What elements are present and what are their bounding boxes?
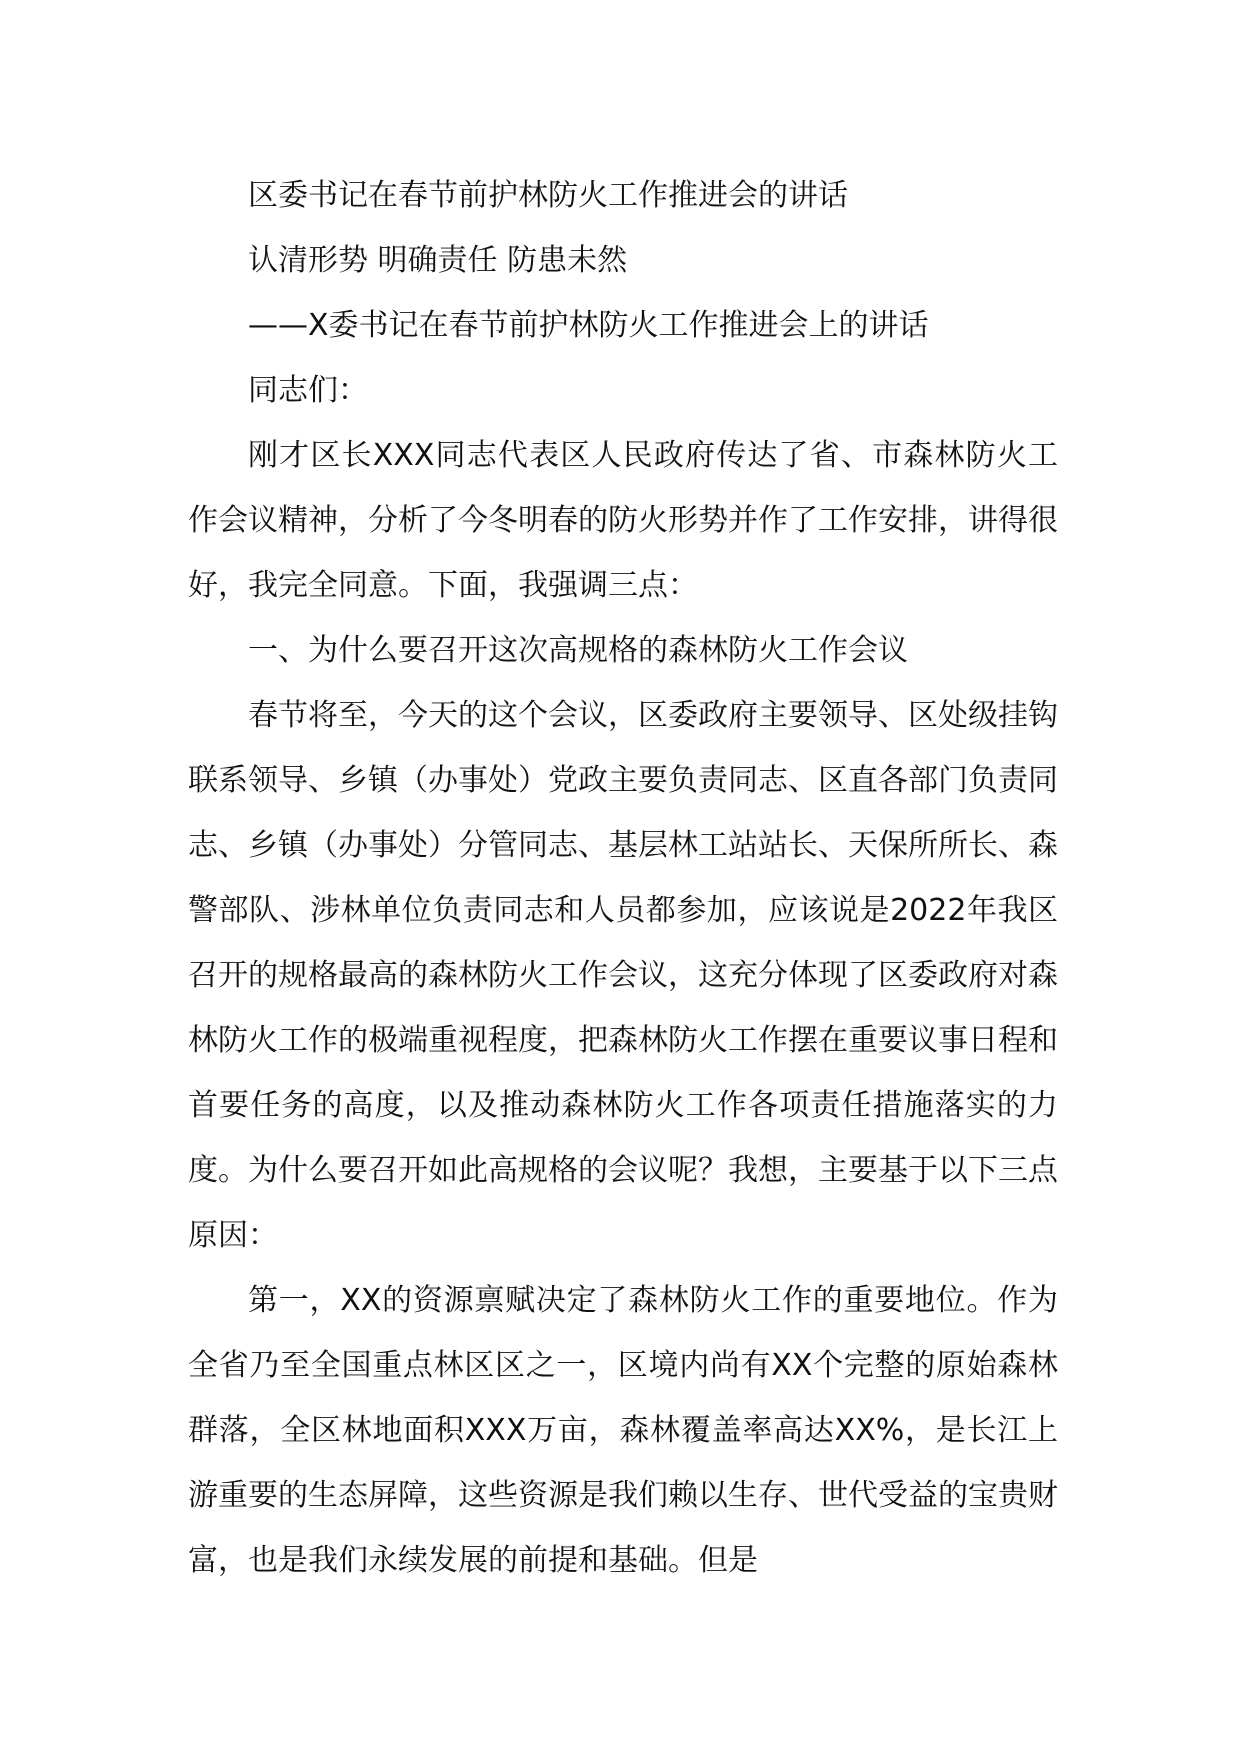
document-byline: ——X委书记在春节前护林防火工作推进会上的讲话 (248, 308, 929, 343)
body-paragraph: 刚才区长XXX同志代表区人民政府传达了省、市森林防火工作会议精神，分析了今冬明春的防火形势并作了工作安排，讲得很好，我完全同意。下面，我强调三点： (188, 438, 1058, 603)
section-heading: 一、为什么要召开这次高规格的森林防火工作会议 (248, 633, 908, 668)
body-paragraph: 春节将至，今天的这个会议，区委政府主要领导、区处级挂钩联系领导、乡镇（办事处）党政主要负责同志、区直各部门负责同志、乡镇（办事处）分管同志、基层林工站站长、天保所所长、森警部队、涉林单位负责同志和人员都参加，应该说是2022年我区召开的规格最高的森林防火工作会议，这充分体现了区委政府对森林防火工作的极端重视程度，把森林防火工作摆在重要议事日程和首要任务的高度，以及推动森林防火工作各项责任措施落实的力度。为什么要召开如此高规格的会议呢？我想，主要基于以下三点原因： (188, 698, 1058, 1253)
document-subtitle: 认清形势 明确责任 防患未然 (248, 243, 628, 278)
document-page (188, 163, 1058, 1593)
salutation: 同志们： (248, 373, 368, 408)
body-paragraph: 第一，XX的资源禀赋决定了森林防火工作的重要地位。作为全省乃至全国重点林区区之一，区境内尚有XX个完整的原始森林群落，全区林地面积XXX万亩，森林覆盖率高达XX%，是长江上游重要的生态屏障，这些资源是我们赖以生存、世代受益的宝贵财富，也是我们永续发展的前提和基础。但是 (188, 1283, 1058, 1578)
document-heading: 区委书记在春节前护林防火工作推进会的讲话 (248, 178, 848, 213)
